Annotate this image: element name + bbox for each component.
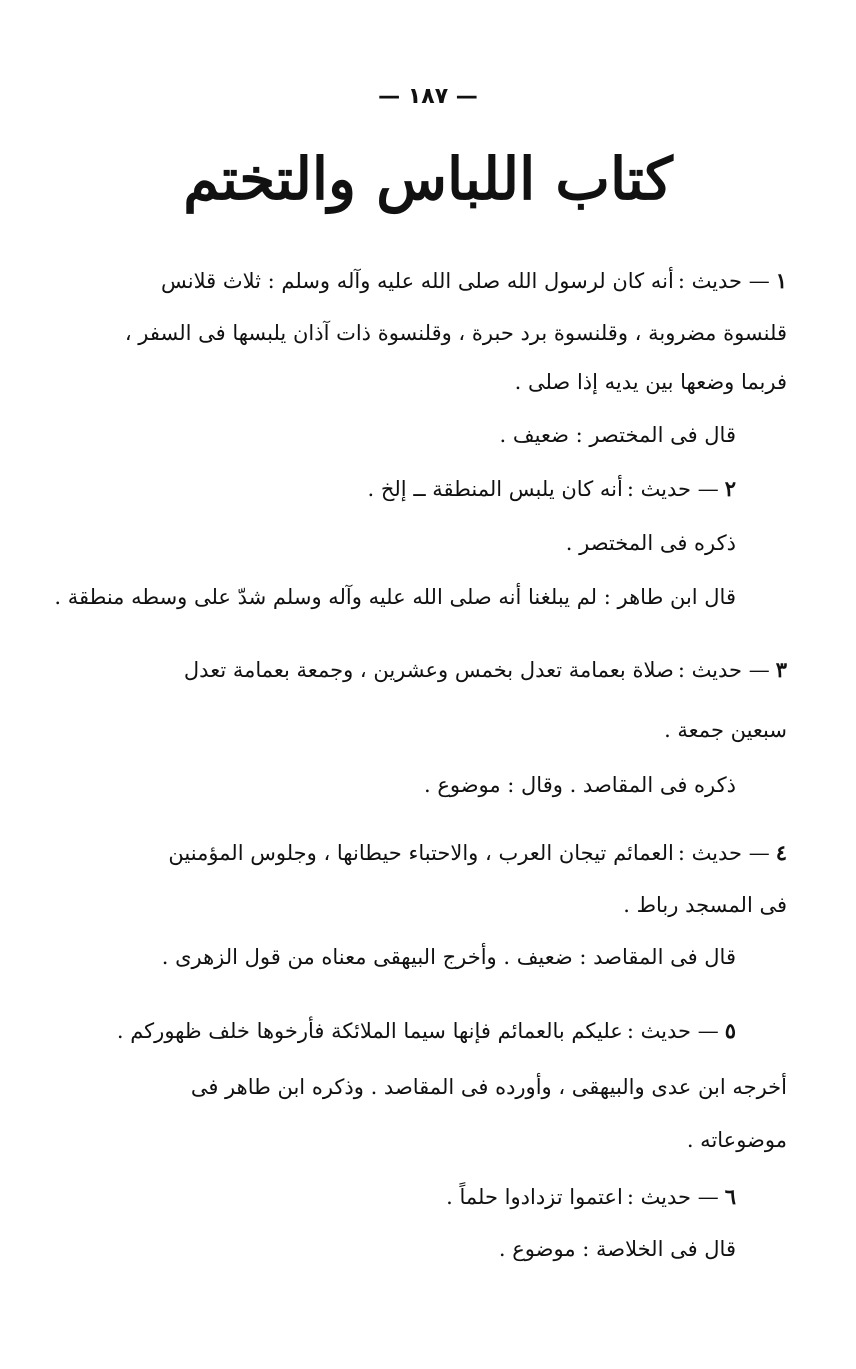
- hadith-1-text-1: أنه كان لرسول الله صلى الله عليه وآله وسلم : ثلاث قلانس: [160, 269, 674, 293]
- hadith-5-number: ٥: [724, 1018, 736, 1043]
- hadith-5-label: — حديث :: [626, 1019, 719, 1043]
- hadith-2-number: ٢: [724, 476, 736, 501]
- hadith-3-line-1: [184, 655, 787, 685]
- hadith-1-note-1: قال فى المختصر : ضعيف .: [499, 423, 736, 447]
- hadith-2-note-2: قال ابن طاهر : لم يبلغنا أنه صلى الله عليه وآله وسلم شدّ على وسطه منطقة .: [54, 585, 736, 609]
- hadith-1-line-2: قلنسوة مضروبة ، وقلنسوة برد حبرة ، وقلنسوة ذات آذان يلبسها فى السفر ،: [124, 321, 787, 345]
- hadith-5-note-1: أخرجه ابن عدى والبيهقى ، وأورده فى المقاصد . وذكره ابن طاهر فى: [190, 1075, 787, 1099]
- hadith-1-line-1: [161, 266, 787, 296]
- hadith-5-note-2: موضوعاته .: [686, 1128, 787, 1152]
- hadith-3-text-1: صلاة بعمامة تعدل بخمس وعشرين ، وجمعة بعمامة تعدل: [183, 658, 674, 682]
- hadith-4-line-1: [168, 838, 787, 868]
- hadith-6-text-1: اعتموا تزدادوا حلماً .: [446, 1185, 623, 1209]
- hadith-3-number: ٣: [775, 657, 787, 682]
- hadith-6-line-1: [446, 1182, 736, 1212]
- hadith-6-label: — حديث :: [626, 1185, 719, 1209]
- chapter-title: كتاب اللباس والتختم: [183, 145, 673, 213]
- hadith-2-note-1: ذكره فى المختصر .: [565, 531, 736, 555]
- hadith-4-label: — حديث :: [677, 841, 770, 865]
- hadith-5-line-1: [117, 1016, 736, 1046]
- hadith-6-note-1: قال فى الخلاصة : موضوع .: [498, 1237, 736, 1261]
- page-number: — ١٨٧ —: [378, 84, 478, 109]
- hadith-1-line-3: فربما وضعها بين يديه إذا صلى .: [514, 370, 787, 394]
- hadith-1-number: ١: [775, 268, 787, 293]
- hadith-4-note-1: قال فى المقاصد : ضعيف . وأخرج البيهقى معناه من قول الزهرى .: [161, 945, 736, 969]
- hadith-2-label: — حديث :: [626, 477, 719, 501]
- hadith-2-line-1: [368, 474, 737, 504]
- hadith-5-text-1: عليكم بالعمائم فإنها سيما الملائكة فأرخوها خلف ظهوركم .: [116, 1019, 623, 1043]
- hadith-1-label: — حديث :: [677, 269, 770, 293]
- hadith-4-number: ٤: [775, 840, 787, 865]
- hadith-4-text-1: العمائم تيجان العرب ، والاحتباء حيطانها ، وجلوس المؤمنين: [168, 841, 674, 865]
- hadith-2-text-1: أنه كان يلبس المنطقة ــ إلخ .: [367, 477, 623, 501]
- hadith-3-line-2: سبعين جمعة .: [664, 718, 787, 742]
- hadith-4-line-2: فى المسجد رباط .: [623, 893, 787, 917]
- hadith-6-number: ٦: [724, 1184, 736, 1209]
- hadith-3-label: — حديث :: [677, 658, 770, 682]
- hadith-3-note-1: ذكره فى المقاصد . وقال : موضوع .: [423, 773, 736, 797]
